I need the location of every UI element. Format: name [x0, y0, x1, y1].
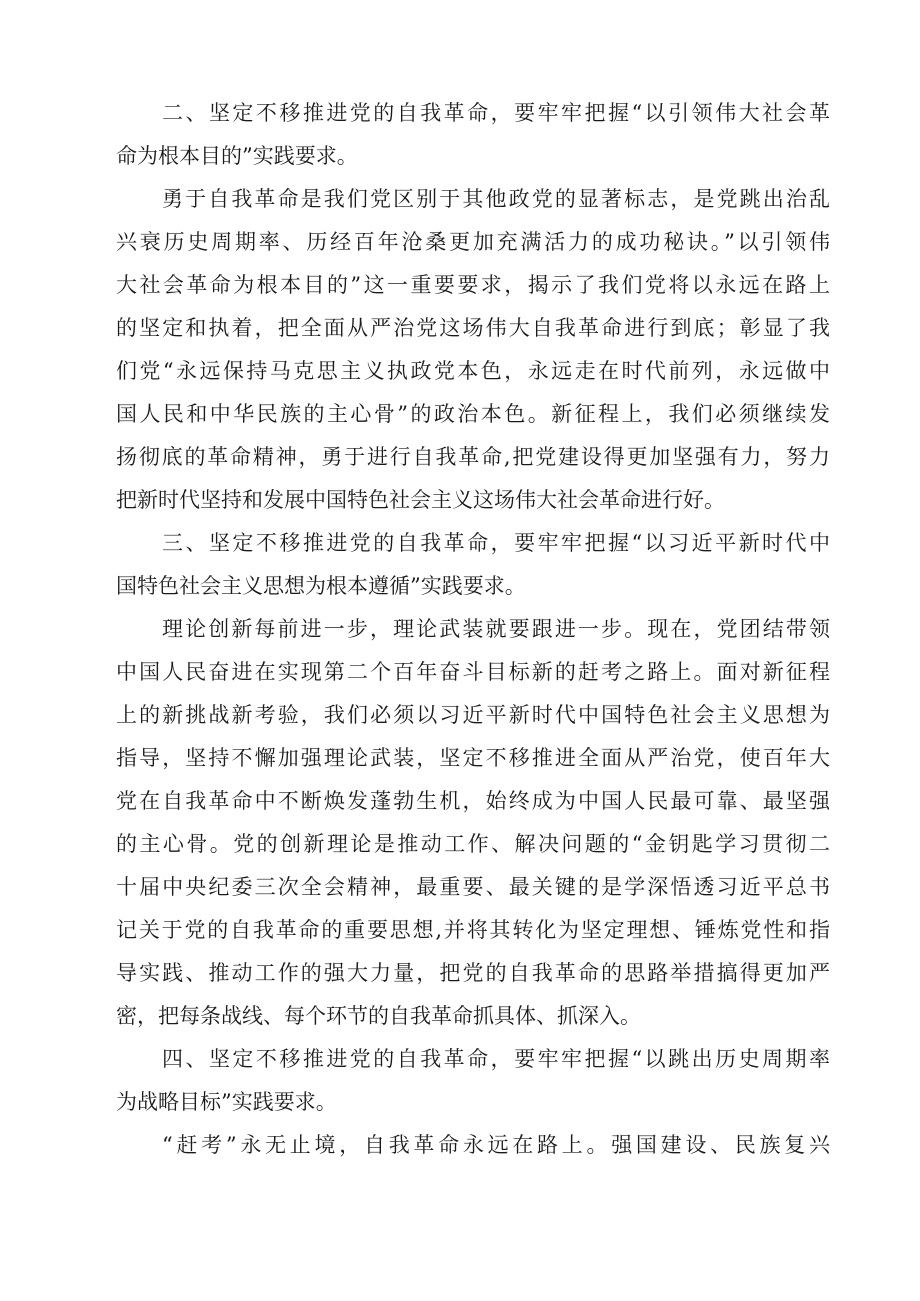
section-heading — [116, 1038, 830, 1124]
text-line: 大社会革命为根本目的”这一重要要求，揭示了我们党将以永远在路上 — [116, 273, 830, 297]
text-line: 兴衰历史周期率、历经百年沧桑更加充满活力的成功秘诀。”以引领伟 — [116, 230, 830, 254]
text-line: 理论创新每前进一步，理论武装就要跟进一步。现在，党团结带领 — [162, 617, 830, 641]
body-paragraph — [116, 608, 830, 1038]
text-line: 导实践、推动工作的强大力量，把党的自我革命的思路举措搞得更加严 — [116, 961, 830, 985]
text-line: 二、坚定不移推进党的自我革命，要牢牢把握“以引领伟大社会革 — [162, 101, 830, 125]
text-line: 国特色社会主义思想为根本遵循”实践要求。 — [116, 574, 526, 598]
section-heading — [116, 92, 830, 178]
section-heading — [116, 522, 830, 608]
text-line: 上的新挑战新考验，我们必须以习近平新时代中国特色社会主义思想为 — [116, 703, 830, 727]
text-line: 把新时代坚持和发展中国特色社会主义这场伟大社会革命进行好。 — [116, 488, 725, 512]
text-line: 为战略目标”实践要求。 — [116, 1090, 337, 1114]
text-line: 指导，坚持不懈加强理论武装，坚定不移推进全面从严治党，使百年大 — [116, 746, 830, 770]
text-line: 们党“永远保持马克思主义执政党本色，永远走在时代前列，永远做中 — [116, 359, 830, 383]
text-line: “赶考”永无止境，自我革命永远在路上。强国建设、民族复兴 — [162, 1133, 830, 1157]
text-line: 国人民和中华民族的主心骨”的政治本色。新征程上，我们必须继续发 — [116, 402, 830, 426]
text-line: 党在自我革命中不断焕发蓬勃生机，始终成为中国人民最可靠、最坚强 — [116, 789, 830, 813]
text-line: 十届中央纪委三次全会精神，最重要、最关键的是学深悟透习近平总书 — [116, 875, 830, 899]
text-line: 四、坚定不移推进党的自我革命，要牢牢把握“以跳出历史周期率 — [162, 1047, 830, 1071]
body-paragraph — [116, 178, 830, 522]
text-line: 密，把每条战线、每个环节的自我革命抓具体、抓深入。 — [116, 1004, 641, 1028]
text-line: 扬彻底的革命精神，勇于进行自我革命,把党建设得更加坚强有力，努力 — [116, 445, 830, 469]
text-line: 命为根本目的”实践要求。 — [116, 144, 358, 168]
text-line: 的主心骨。党的创新理论是推动工作、解决问题的“金钥匙学习贯彻二 — [116, 832, 830, 856]
text-line: 记关于党的自我革命的重要思想,并将其转化为坚定理想、锤炼党性和指 — [116, 918, 830, 942]
body-paragraph — [116, 1124, 830, 1167]
text-line: 勇于自我革命是我们党区别于其他政党的显著标志，是党跳出治乱 — [162, 187, 830, 211]
document-body — [116, 92, 830, 1167]
text-line: 的坚定和执着，把全面从严治党这场伟大自我革命进行到底；彰显了我 — [116, 316, 830, 340]
text-line: 中国人民奋进在实现第二个百年奋斗目标新的赶考之路上。面对新征程 — [116, 660, 830, 684]
text-line: 三、坚定不移推进党的自我革命，要牢牢把握“以习近平新时代中 — [162, 531, 830, 555]
